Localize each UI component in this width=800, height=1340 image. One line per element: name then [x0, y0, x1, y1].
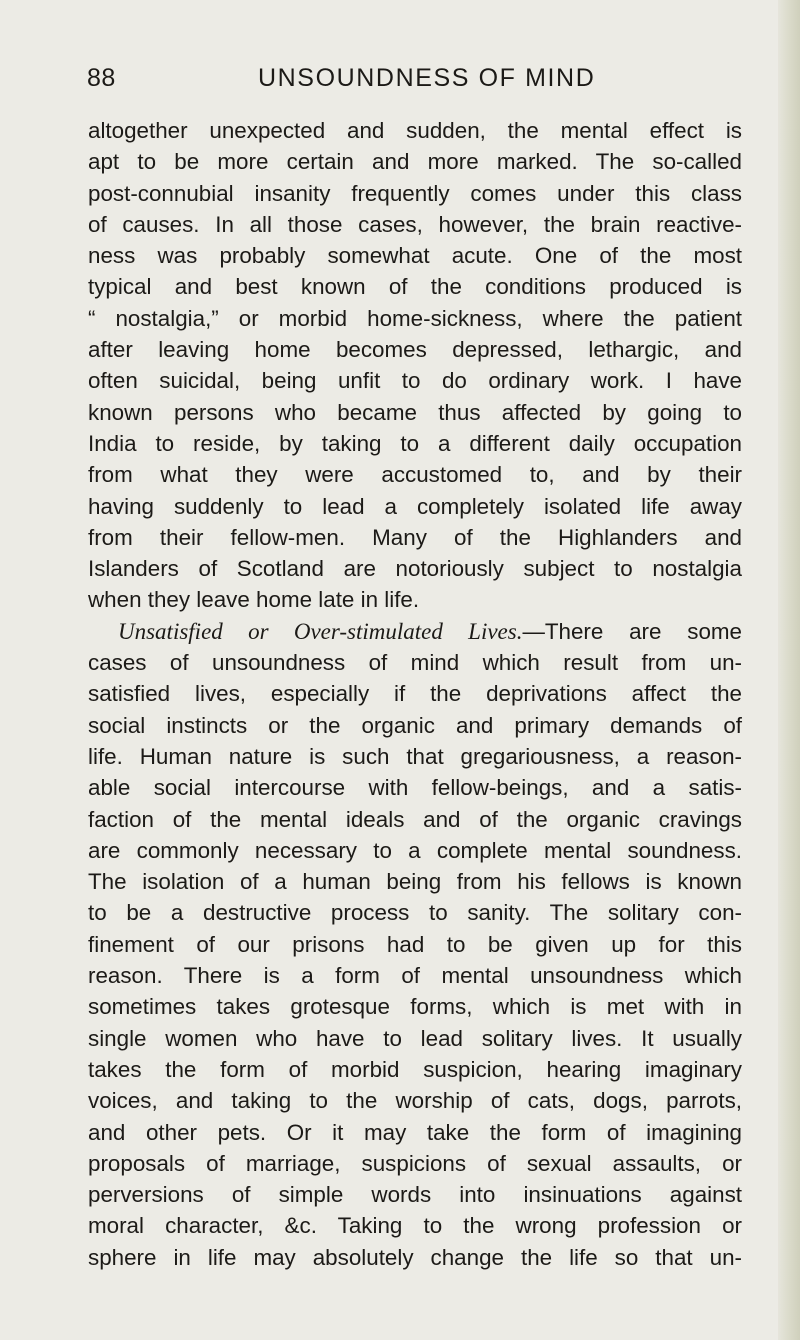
text-line: India to reside, by taking to a different daily occupation — [88, 430, 742, 456]
text-line: moral character, &c. Taking to the wrong profession or — [88, 1213, 742, 1239]
text-line: having suddenly to lead a completely isolated life away — [88, 493, 742, 519]
page-number: 88 — [87, 64, 116, 92]
text-line: reason. There is a form of mental unsoundness which — [88, 963, 742, 989]
text-line: sphere in life may absolutely change the life so that un- — [88, 1244, 742, 1270]
text-line: sometimes takes grotesque forms, which is met with in — [88, 994, 742, 1020]
text-line: perversions of simple words into insinuations against — [88, 1182, 742, 1208]
text-line: from what they were accustomed to, and by their — [88, 462, 742, 488]
text-line: ness was probably somewhat acute. One of the most — [88, 243, 742, 269]
text-line: social instincts or the organic and primary demands of — [88, 712, 742, 738]
text-line: faction of the mental ideals and of the organic cravings — [88, 806, 742, 832]
paragraph-nostalgia — [88, 115, 742, 616]
text-line: single women who have to lead solitary lives. It usually — [88, 1025, 742, 1051]
text-line: life. Human nature is such that gregariousness, a reason- — [88, 743, 742, 769]
page-edge — [778, 0, 800, 1340]
text-line: proposals of marriage, suspicions of sexual assaults, or — [88, 1150, 742, 1176]
text-line: known persons who became thus affected by going to — [88, 399, 742, 425]
text-line: altogether unexpected and sudden, the mental effect is — [88, 118, 742, 143]
text-line: able social intercourse with fellow-beings, and a satis- — [88, 775, 742, 801]
section-heading-line — [88, 616, 742, 647]
page-header — [0, 64, 800, 98]
text-line: typical and best known of the conditions produced is — [88, 274, 742, 300]
text-line: satisfied lives, especially if the deprivations affect the — [88, 681, 742, 707]
text-line: to be a destructive process to sanity. The solitary con- — [88, 900, 742, 926]
text-line: Islanders of Scotland are notoriously subject to nostalgia — [88, 556, 742, 582]
text-line: The isolation of a human being from his fellows is known — [88, 869, 742, 895]
text-line: from their fellow-men. Many of the Highlanders and — [88, 524, 742, 550]
text-line: apt to be more certain and more marked. The so-called — [88, 149, 742, 175]
body-text — [88, 115, 742, 1273]
text-line: “ nostalgia,” or morbid home-sickness, where the patient — [88, 305, 742, 331]
text-line: finement of our prisons had to be given up for this — [88, 931, 742, 957]
text-line: takes the form of morbid suspicion, hearing imaginary — [88, 1056, 742, 1082]
text-line: after leaving home becomes depressed, lethargic, and — [88, 337, 742, 363]
section-heading-continuation: —There are some — [522, 618, 742, 644]
section-heading: Unsatisfied or Over-stimulated Lives. — [118, 618, 523, 644]
text-line: often suicidal, being unfit to do ordinary work. I have — [88, 368, 742, 394]
text-line: post-connubial insanity frequently comes under this class — [88, 180, 742, 206]
text-line: when they leave home late in life. — [88, 587, 420, 613]
running-title: UNSOUNDNESS OF MIND — [258, 64, 596, 92]
text-line: and other pets. Or it may take the form of imagining — [88, 1119, 742, 1145]
text-line: of causes. In all those cases, however, the brain reactive- — [88, 211, 742, 237]
paragraph-unsatisfied-lives — [88, 616, 742, 1273]
text-line: voices, and taking to the worship of cats, dogs, parrots, — [88, 1088, 742, 1114]
text-line: cases of unsoundness of mind which result from un- — [88, 650, 742, 676]
text-line: are commonly necessary to a complete mental soundness. — [88, 837, 742, 863]
